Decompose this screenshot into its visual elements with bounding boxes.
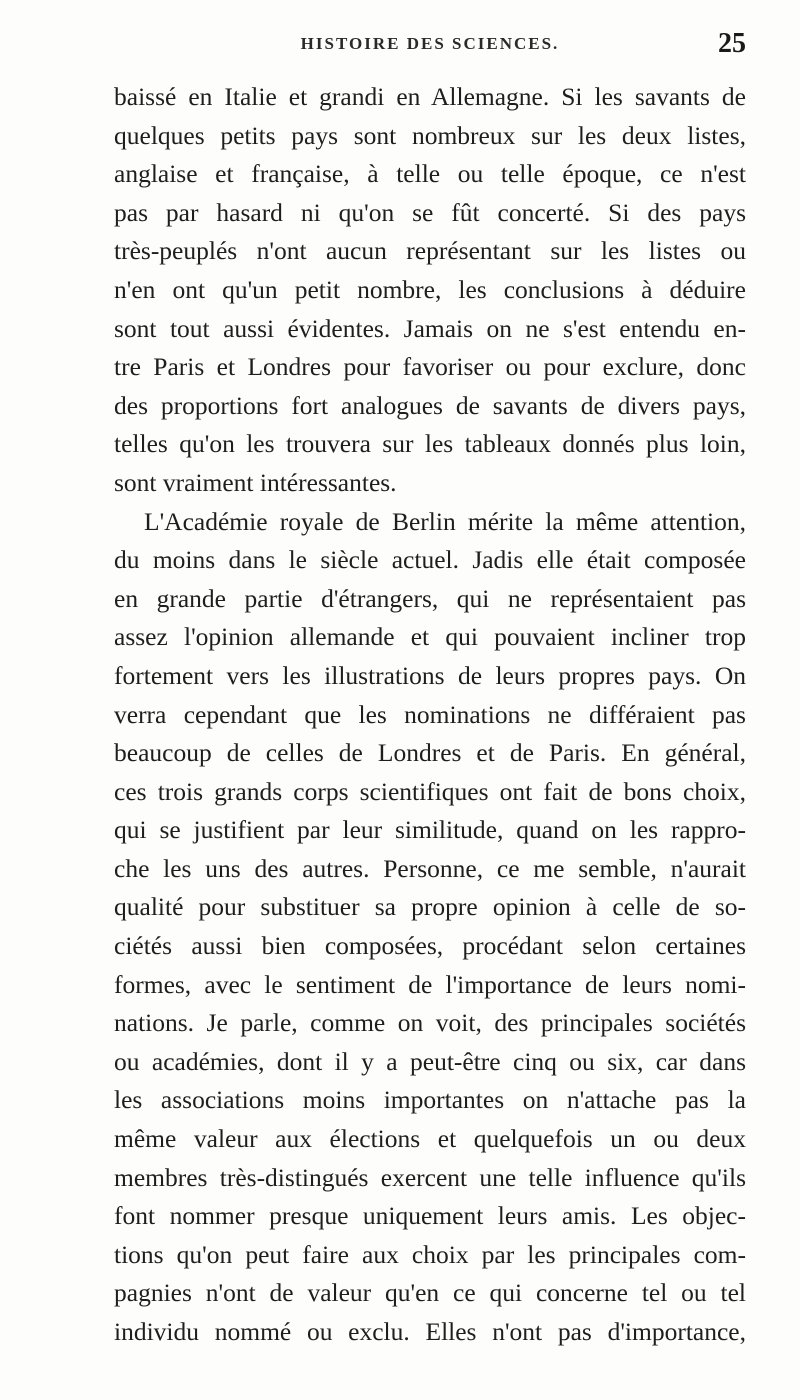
text-line: assez l'opinion allemande et qui pouvaient incliner trop (114, 622, 746, 652)
body-text (114, 78, 746, 1352)
text-line: quelques petits pays sont nombreux sur les deux listes, (114, 120, 746, 150)
text-line: qualité pour substituer sa propre opinion à celle de so- (114, 892, 746, 922)
text-line: ciétés aussi bien composées, procédant selon certaines (114, 931, 746, 961)
text-line: che les uns des autres. Personne, ce me semble, n'aurait (114, 853, 746, 883)
text-line: des proportions fort analogues de savants de divers pays, (114, 390, 746, 420)
text-line: font nommer presque uniquement leurs amis. Les objec- (114, 1201, 746, 1231)
text-line: n'en ont qu'un petit nombre, les conclusions à déduire (114, 274, 746, 304)
page-number: 25 (718, 28, 746, 59)
text-line: ou académies, dont il y a peut-être cinq ou six, car dans (114, 1046, 746, 1076)
text-line: membres très-distingués exercent une telle influence qu'ils (114, 1162, 746, 1192)
text-line: fortement vers les illustrations de leurs propres pays. On (114, 660, 746, 690)
text-line: qui se justifient par leur similitude, quand on les rappro- (114, 815, 746, 845)
text-line: pas par hasard ni qu'on se fût concerté. Si des pays (114, 197, 746, 227)
text-line: très-peuplés n'ont aucun représentant sur les listes ou (114, 236, 746, 266)
paragraph-end-line: sont vraiment intéressantes. (114, 467, 397, 497)
text-line: tre Paris et Londres pour favoriser ou pour exclure, donc (114, 352, 746, 382)
text-line: telles qu'on les trouvera sur les tableaux donnés plus loin, (114, 429, 746, 459)
text-line: baissé en Italie et grandi en Allemagne. Si les savants de (114, 82, 746, 111)
text-line: pagnies n'ont de valeur qu'en ce qui concerne tel ou tel (114, 1278, 746, 1308)
running-title: HISTOIRE DES SCIENCES. (300, 34, 560, 53)
text-line: beaucoup de celles de Londres et de Paris. En général, (114, 738, 746, 768)
text-line: formes, avec le sentiment de l'importance de leurs nomi- (114, 969, 746, 999)
text-line: ces trois grands corps scientifiques ont fait de bons choix, (114, 776, 746, 806)
text-line: anglaise et française, à telle ou telle époque, ce n'est (114, 159, 746, 189)
text-line: tions qu'on peut faire aux choix par les principales com- (114, 1239, 746, 1269)
text-line: sont tout aussi évidentes. Jamais on ne s'est entendu en- (114, 313, 746, 343)
text-line: individu nommé ou exclu. Elles n'ont pas d'importance, (114, 1317, 746, 1346)
text-line: verra cependant que les nominations ne différaient pas (114, 699, 746, 729)
text-line: les associations moins importantes on n'attache pas la (114, 1085, 746, 1115)
paragraph-start-line: L'Académie royale de Berlin mérite la même attention, (144, 506, 746, 536)
text-line: du moins dans le siècle actuel. Jadis elle était composée (114, 545, 746, 575)
text-line: en grande partie d'étrangers, qui ne représentaient pas (114, 583, 746, 613)
text-line: nations. Je parle, comme on voit, des principales sociétés (114, 1008, 746, 1038)
text-line: même valeur aux élections et quelquefois un ou deux (114, 1124, 746, 1154)
running-head (114, 28, 746, 64)
